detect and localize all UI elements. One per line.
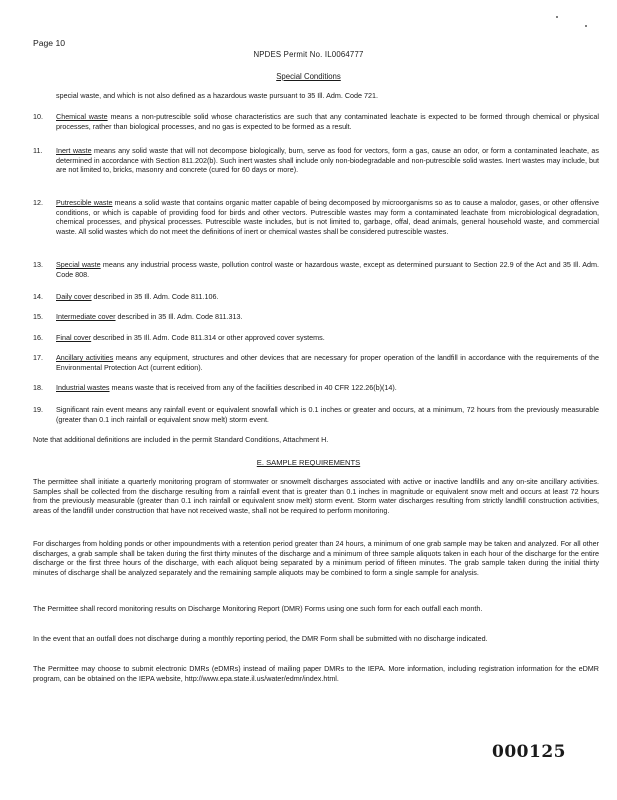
definition-number: 19. <box>33 405 43 414</box>
permit-title: NPDES Permit No. IL0064777 <box>253 50 364 59</box>
definition-number: 15. <box>33 312 43 321</box>
definition-term: Industrial wastes <box>56 383 110 392</box>
definition-number: 17. <box>33 353 43 362</box>
definition-text: described in 35 Ill. Adm. Code 811.106. <box>91 292 219 301</box>
definition-item <box>33 260 599 279</box>
definition-text: means a solid waste that contains organic matter capable of being decomposed by microorganisms so as to cause a malodor, gases, or other offensive conditions, or which is capable of providing food for birds and other vectors. Putrescible wastes may form a contaminated leachate from microbiological degradation, chemical processes, and physical processes. Putrescible waste includes, but is not limited to, garbage, offal, dead animals, general household waste, and commercial waste. All solid wastes which do not meet the definitions of inert or chemical wastes shall be considered putrescible wastes. <box>56 198 599 236</box>
definition-item <box>33 198 599 236</box>
paragraph-monitoring-program: The permittee shall initiate a quarterly monitoring program of stormwater or snowmelt discharges associated with active or inactive landfills and any on-site ancillary activities. Samples shall be collected from the discharge resulting from a rainfall event that is greater than 0.1 inches in magnitude or equivalent snow melt and occurs at least 72 hours from the previously measurable (greater than 0.1 inch rainfall or equivalent snow melt) storm event. Storm water discharges resulting from strictly landfill construction activities, areas of the landfill under construction that have not received waste, shall not be required to perform monitoring. <box>33 477 599 515</box>
definition-term: Intermediate cover <box>56 312 116 321</box>
definition-number: 18. <box>33 383 43 392</box>
definition-item <box>33 312 599 322</box>
definition-number: 12. <box>33 198 43 207</box>
definition-text: Significant rain event means any rainfall event or equivalent snowfall which is 0.1 inches or greater and occurs, at a minimum, 72 hours from the previously measurable (greater than 0.1 inch rainfall or equivalent snow melt) storm event. <box>56 405 599 424</box>
page-number: Page 10 <box>33 38 66 48</box>
definition-term: Special waste <box>56 260 101 269</box>
definition-item <box>33 146 599 175</box>
paragraph-grab-sample: For discharges from holding ponds or other impoundments with a retention period greater than 24 hours, a minimum of one grab sample may be taken and analyzed. For all other discharges, a grab sample shall be taken during the first thirty minutes of the discharge and a minimum of three sample aliquots taken in each hour of the discharge for the entire discharge or the first three hours of the discharge, with each aliquot being separated by a minimum period of fifteen minutes. The grab sample taken during the initial thirty minutes of discharge shall be analyzed separately and the remaining sample aliquots may be combined to form a single sample for analysis. <box>33 539 599 577</box>
definition-text: means any equipment, structures and other devices that are necessary for proper operation of the landfill in accordance with the requirements of the Environmental Protection Act (current edition). <box>56 353 600 372</box>
definition-number: 10. <box>33 112 43 121</box>
paragraph-no-discharge: In the event that an outfall does not discharge during a monthly reporting period, the DMR Form shall be submitted with no discharge indicated. <box>33 634 488 643</box>
definition-text: described in 35 Ill. Adm. Code 811.313. <box>115 312 243 321</box>
definition-item <box>33 383 599 393</box>
section-heading-sample-requirements: E. SAMPLE REQUIREMENTS <box>256 458 361 467</box>
definition-number: 11. <box>33 146 43 155</box>
definition-text: means any solid waste that will not decompose biologically, burn, serve as food for vectors, form a gas, cause an odor, or form a contaminated leachate, as determined in accordance with Section 811.202(b). Such inert wastes shall include only non-biodegradable and non-putrescible solid wastes. Inert wastes may include, but are not limited to, bricks, masonry and concrete (cured for 60 days or more). <box>56 146 600 175</box>
definition-text: means any industrial process waste, pollution control waste or hazardous waste, except as determined pursuant to Section 22.9 of the Act and 35 Ill. Adm. Code 808. <box>56 260 599 279</box>
definition-number: 16. <box>33 333 43 342</box>
definition-item <box>33 353 599 372</box>
definition-text: means a non-putrescible solid whose characteristics are such that any contaminated leachate is expected to be formed through chemical or physical processes, rather than biological processes, and no gas is expected to be formed as a result. <box>56 112 599 131</box>
definition-term: Chemical waste <box>56 112 108 121</box>
definition-item <box>33 333 599 343</box>
definition-text: described in 35 Ill. Adm. Code 811.314 or other approved cover systems. <box>91 333 325 342</box>
definition-term: Inert waste <box>56 146 92 155</box>
bates-number-stamp: 000125 <box>492 742 566 762</box>
definition-term: Daily cover <box>56 292 92 301</box>
scan-speck <box>556 16 558 18</box>
definition-term: Putrescible waste <box>56 198 113 207</box>
definition-term: Final cover <box>56 333 92 342</box>
paragraph-edmr: The Permittee may choose to submit electronic DMRs (eDMRs) instead of mailing paper DMRs to the IEPA. More information, including registration information for the eDMR program, can be obtained on the IEPA website, http://www.epa.state.il.us/water/edmr/index.html. <box>33 664 599 683</box>
paragraph-dmr-forms: The Permittee shall record monitoring results on Discharge Monitoring Report (DMR) Forms using one such form for each outfall each month. <box>33 604 483 613</box>
definition-number: 13. <box>33 260 43 269</box>
special-conditions-heading: Special Conditions <box>276 72 341 81</box>
definition-item <box>33 112 599 131</box>
definition-term: Ancillary activities <box>56 353 114 362</box>
continuation-text: special waste, and which is not also defined as a hazardous waste pursuant to 35 Ill. Adm. Code 721. <box>56 91 379 100</box>
definition-text: means waste that is received from any of the facilities described in 40 CFR 122.26(b)(14). <box>109 383 397 392</box>
definition-item <box>33 292 599 302</box>
definition-number: 14. <box>33 292 43 301</box>
definition-item <box>33 405 599 424</box>
definitions-note: Note that additional definitions are included in the permit Standard Conditions, Attachment H. <box>33 435 329 444</box>
scan-speck <box>585 25 587 27</box>
